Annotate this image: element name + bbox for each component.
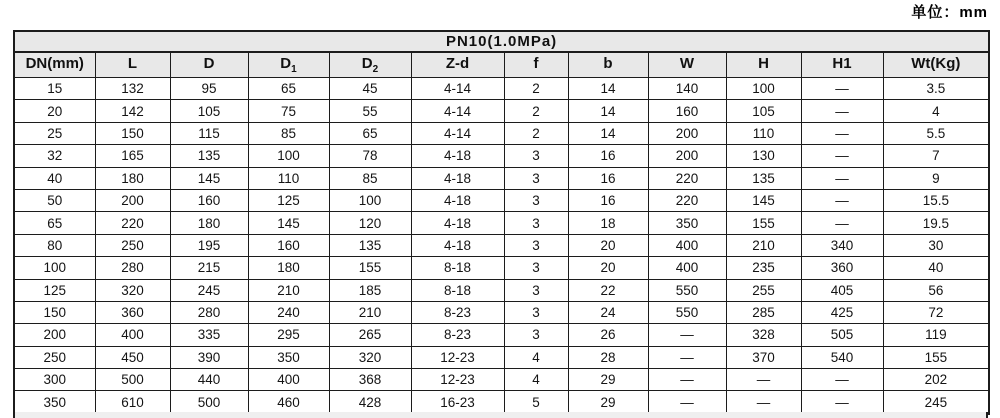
- table-cell: 29: [568, 369, 648, 391]
- col-header-w: W: [648, 52, 726, 78]
- table-cell: 215: [170, 257, 248, 279]
- unit-label: 单位：mm: [911, 4, 988, 21]
- table-cell: 210: [726, 234, 801, 256]
- table-cell: 320: [329, 346, 411, 368]
- table-cell: 320: [95, 279, 170, 301]
- table-cell: 550: [648, 279, 726, 301]
- table-cell: 40: [14, 167, 95, 189]
- table-cell: 2: [504, 78, 568, 100]
- table-cell: 19.5: [883, 212, 989, 234]
- table-cell: 328: [726, 324, 801, 346]
- table-cell: 500: [170, 391, 248, 414]
- table-cell: 80: [14, 234, 95, 256]
- table-cell: 100: [14, 257, 95, 279]
- table-row: [14, 346, 989, 368]
- table-cell: 3: [504, 234, 568, 256]
- table-row: [14, 324, 989, 346]
- table-cell: 400: [248, 369, 329, 391]
- table-cell: 8-18: [411, 257, 504, 279]
- table-cell: 200: [14, 324, 95, 346]
- col-header-l: L: [95, 52, 170, 78]
- table-cell: 4-18: [411, 145, 504, 167]
- table-cell: 65: [14, 212, 95, 234]
- table-cell: 370: [726, 346, 801, 368]
- table-cell: 185: [329, 279, 411, 301]
- table-cell: —: [801, 145, 883, 167]
- table-cell: 4-18: [411, 167, 504, 189]
- table-cell: 4-18: [411, 212, 504, 234]
- table-cell: 18: [568, 212, 648, 234]
- table-cell: 550: [648, 301, 726, 323]
- table-cell: 150: [14, 301, 95, 323]
- table-cell: 285: [726, 301, 801, 323]
- table-cell: 16: [568, 167, 648, 189]
- table-cell: 25: [14, 122, 95, 144]
- spec-table: [13, 30, 990, 415]
- table-cell: 4: [504, 369, 568, 391]
- col-header-d: D: [170, 52, 248, 78]
- col-header-f: f: [504, 52, 568, 78]
- table-cell: 295: [248, 324, 329, 346]
- table-cell: 400: [95, 324, 170, 346]
- table-cell: 14: [568, 78, 648, 100]
- column-header-row: [14, 52, 989, 78]
- table-cell: 425: [801, 301, 883, 323]
- table-cell: 15: [14, 78, 95, 100]
- table-cell: —: [801, 189, 883, 211]
- table-cell: 65: [248, 78, 329, 100]
- table-row: [14, 122, 989, 144]
- table-cell: 450: [95, 346, 170, 368]
- table-cell: 2: [504, 100, 568, 122]
- table-cell: 14: [568, 100, 648, 122]
- table-cell: 3: [504, 167, 568, 189]
- table-cell: —: [648, 391, 726, 414]
- table-cell: 32: [14, 145, 95, 167]
- table-cell: 8-18: [411, 279, 504, 301]
- table-cell: 4-18: [411, 234, 504, 256]
- table-row: [14, 301, 989, 323]
- table-cell: 610: [95, 391, 170, 414]
- col-header-d1: $D_1$: [248, 52, 329, 78]
- table-cell: 26: [568, 324, 648, 346]
- table-cell: 85: [248, 122, 329, 144]
- table-cell: 368: [329, 369, 411, 391]
- table-cell: 3: [504, 324, 568, 346]
- table-cell: 105: [170, 100, 248, 122]
- table-cell: 125: [14, 279, 95, 301]
- col-header-h: H: [726, 52, 801, 78]
- table-cell: 155: [329, 257, 411, 279]
- table-cell: 220: [95, 212, 170, 234]
- table-cell: 350: [248, 346, 329, 368]
- table-cell: 3: [504, 257, 568, 279]
- table-cell: 85: [329, 167, 411, 189]
- table-cell: 8-23: [411, 324, 504, 346]
- table-cell: 130: [726, 145, 801, 167]
- table-cell: 400: [648, 234, 726, 256]
- table-cell: 20: [568, 257, 648, 279]
- table-cell: 280: [170, 301, 248, 323]
- table-cell: 3: [504, 189, 568, 211]
- table-cell: 180: [248, 257, 329, 279]
- table-row: [14, 369, 989, 391]
- table-cell: 100: [726, 78, 801, 100]
- table-cell: 460: [248, 391, 329, 414]
- table-cell: 110: [726, 122, 801, 144]
- table-cell: 195: [170, 234, 248, 256]
- table-cell: 50: [14, 189, 95, 211]
- table-cell: 428: [329, 391, 411, 414]
- table-cell: 3: [504, 212, 568, 234]
- col-header-dn: DN(mm): [14, 52, 95, 78]
- table-cell: 220: [648, 167, 726, 189]
- table-row: [14, 212, 989, 234]
- table-cell: 4-18: [411, 189, 504, 211]
- table-cell: —: [648, 324, 726, 346]
- table-cell: 180: [95, 167, 170, 189]
- table-cell: —: [726, 369, 801, 391]
- table-cell: 245: [170, 279, 248, 301]
- table-cell: —: [801, 212, 883, 234]
- table-cell: —: [648, 369, 726, 391]
- table-row: [14, 279, 989, 301]
- table-row: [14, 391, 989, 414]
- table-cell: 12-23: [411, 346, 504, 368]
- table-row: [14, 234, 989, 256]
- table-cell: —: [801, 78, 883, 100]
- table-cell: 4-14: [411, 78, 504, 100]
- table-cell: 20: [568, 234, 648, 256]
- table-cell: —: [801, 369, 883, 391]
- table-cell: 350: [14, 391, 95, 414]
- table-row: [14, 78, 989, 100]
- table-cell: 405: [801, 279, 883, 301]
- table-cell: 155: [883, 346, 989, 368]
- table-cell: 24: [568, 301, 648, 323]
- table-cell: 255: [726, 279, 801, 301]
- table-cell: 160: [648, 100, 726, 122]
- table-cell: 4: [883, 100, 989, 122]
- table-cell: 360: [801, 257, 883, 279]
- table-cell: 500: [95, 369, 170, 391]
- table-cell: 200: [95, 189, 170, 211]
- table-cell: 78: [329, 145, 411, 167]
- table-row: [14, 145, 989, 167]
- table-cell: 16: [568, 145, 648, 167]
- table-cell: 160: [248, 234, 329, 256]
- table-cell: 540: [801, 346, 883, 368]
- table-row: [14, 167, 989, 189]
- table-cell: —: [801, 167, 883, 189]
- table-cell: 100: [329, 189, 411, 211]
- table-cell: 145: [726, 189, 801, 211]
- table-cell: 45: [329, 78, 411, 100]
- table-cell: 350: [648, 212, 726, 234]
- table-cell: 12-23: [411, 369, 504, 391]
- col-header-zd: Z-d: [411, 52, 504, 78]
- table-cell: 140: [648, 78, 726, 100]
- table-cell: 145: [170, 167, 248, 189]
- table-cell: 3: [504, 301, 568, 323]
- col-header-b: b: [568, 52, 648, 78]
- table-cell: 28: [568, 346, 648, 368]
- table-cell: 235: [726, 257, 801, 279]
- table-cell: 240: [248, 301, 329, 323]
- next-section-partial-row: [13, 412, 988, 418]
- table-cell: 2: [504, 122, 568, 144]
- table-cell: 8-23: [411, 301, 504, 323]
- table-cell: 100: [248, 145, 329, 167]
- table-cell: —: [801, 100, 883, 122]
- table-cell: 4-14: [411, 100, 504, 122]
- col-header-h1: H1: [801, 52, 883, 78]
- table-cell: 29: [568, 391, 648, 414]
- table-row: [14, 189, 989, 211]
- table-cell: 7: [883, 145, 989, 167]
- table-cell: 56: [883, 279, 989, 301]
- table-cell: 15.5: [883, 189, 989, 211]
- table-cell: 3: [504, 279, 568, 301]
- col-header-wt: Wt(Kg): [883, 52, 989, 78]
- table-cell: 135: [726, 167, 801, 189]
- section-header-row: [14, 31, 989, 52]
- table-row: [14, 100, 989, 122]
- table-cell: 20: [14, 100, 95, 122]
- table-cell: 9: [883, 167, 989, 189]
- table-cell: 132: [95, 78, 170, 100]
- table-cell: 300: [14, 369, 95, 391]
- table-cell: 135: [329, 234, 411, 256]
- table-cell: 400: [648, 257, 726, 279]
- table-cell: 265: [329, 324, 411, 346]
- table-cell: 110: [248, 167, 329, 189]
- table-cell: 180: [170, 212, 248, 234]
- table-cell: 150: [95, 122, 170, 144]
- table-cell: 22: [568, 279, 648, 301]
- table-cell: —: [801, 391, 883, 414]
- table-cell: 210: [248, 279, 329, 301]
- section-title: PN10(1.0MPa): [14, 31, 989, 52]
- table-cell: 72: [883, 301, 989, 323]
- table-cell: 340: [801, 234, 883, 256]
- table-cell: 125: [248, 189, 329, 211]
- table-cell: 115: [170, 122, 248, 144]
- table-cell: 16-23: [411, 391, 504, 414]
- table-cell: 3: [504, 145, 568, 167]
- table-cell: 360: [95, 301, 170, 323]
- table-cell: 335: [170, 324, 248, 346]
- table-cell: 440: [170, 369, 248, 391]
- table-cell: 5: [504, 391, 568, 414]
- table-cell: —: [801, 122, 883, 144]
- table-cell: 65: [329, 122, 411, 144]
- table-cell: 160: [170, 189, 248, 211]
- table-cell: 200: [648, 145, 726, 167]
- table-row: [14, 257, 989, 279]
- table-cell: 250: [14, 346, 95, 368]
- table-cell: —: [726, 391, 801, 414]
- table-cell: 145: [248, 212, 329, 234]
- table-cell: —: [648, 346, 726, 368]
- table-cell: 95: [170, 78, 248, 100]
- col-header-d2: $D_2$: [329, 52, 411, 78]
- table-cell: 390: [170, 346, 248, 368]
- table-cell: 16: [568, 189, 648, 211]
- table-cell: 3.5: [883, 78, 989, 100]
- table-cell: 5.5: [883, 122, 989, 144]
- table-cell: 4: [504, 346, 568, 368]
- table-cell: 202: [883, 369, 989, 391]
- table-cell: 55: [329, 100, 411, 122]
- table-cell: 4-14: [411, 122, 504, 144]
- spec-table-body: [14, 78, 989, 414]
- table-cell: 119: [883, 324, 989, 346]
- table-cell: 155: [726, 212, 801, 234]
- table-cell: 200: [648, 122, 726, 144]
- table-cell: 505: [801, 324, 883, 346]
- table-cell: 165: [95, 145, 170, 167]
- table-cell: 40: [883, 257, 989, 279]
- table-cell: 220: [648, 189, 726, 211]
- table-cell: 120: [329, 212, 411, 234]
- table-cell: 245: [883, 391, 989, 414]
- table-cell: 75: [248, 100, 329, 122]
- table-cell: 30: [883, 234, 989, 256]
- table-cell: 14: [568, 122, 648, 144]
- table-cell: 142: [95, 100, 170, 122]
- table-cell: 250: [95, 234, 170, 256]
- table-cell: 105: [726, 100, 801, 122]
- table-cell: 210: [329, 301, 411, 323]
- table-cell: 280: [95, 257, 170, 279]
- table-cell: 135: [170, 145, 248, 167]
